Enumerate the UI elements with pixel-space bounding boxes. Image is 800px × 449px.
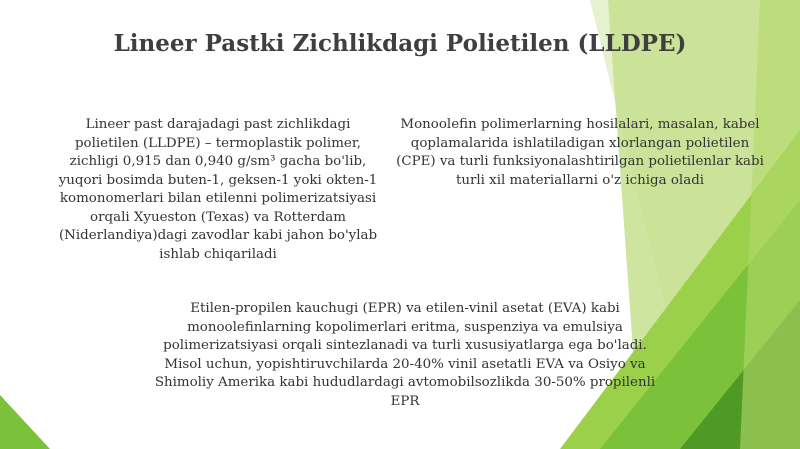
slide-title: Lineer Pastki Zichlikdagi Polietilen (LLDPE): [113, 30, 687, 57]
bottom-left-facet: [0, 395, 50, 449]
right-paragraph: Monoolefin polimerlarning hosilalari, masalan, kabel qoplamalarida ishlatiladigan xlorlangan polietilen (CPE) va turli funksiyonalashtirilgan polietilenlar kabi turli xil materiallarni o'z ichiga oladi: [396, 117, 764, 188]
left-paragraph: Lineer past darajadagi past zichlikdagi polietilen (LLDPE) – termoplastik polimer, zichligi 0,915 dan 0,940 g/sm³ gacha bo'lib, yuqori bosimda buten-1, geksen-1 yoki okten-1 komonomerlari bilan etilenni polimerizatsiyasi orqali Xyueston (Texas) va Rotterdam (Niderlandiya)dagi zavodlar kabi jahon bo'ylab ishlab chiqariladi: [58, 117, 378, 262]
bottom-paragraph: Etilen-propilen kauchugi (EPR) va etilen-vinil asetat (EVA) kabi monoolefinlarning kopolimerlari eritma, suspenziya va emulsiya polimerizatsiyasi orqali sintezlanadi va turli xususiyatlarga ega bo'ladi. Misol uchun, yopishtiruvchilarda 20-40% vinil asetatli EVA va Osiyo va Shimoliy Amerika kabi hududlardagi avtomobilsozlikda 30-50% propilenli EPR: [154, 301, 656, 409]
